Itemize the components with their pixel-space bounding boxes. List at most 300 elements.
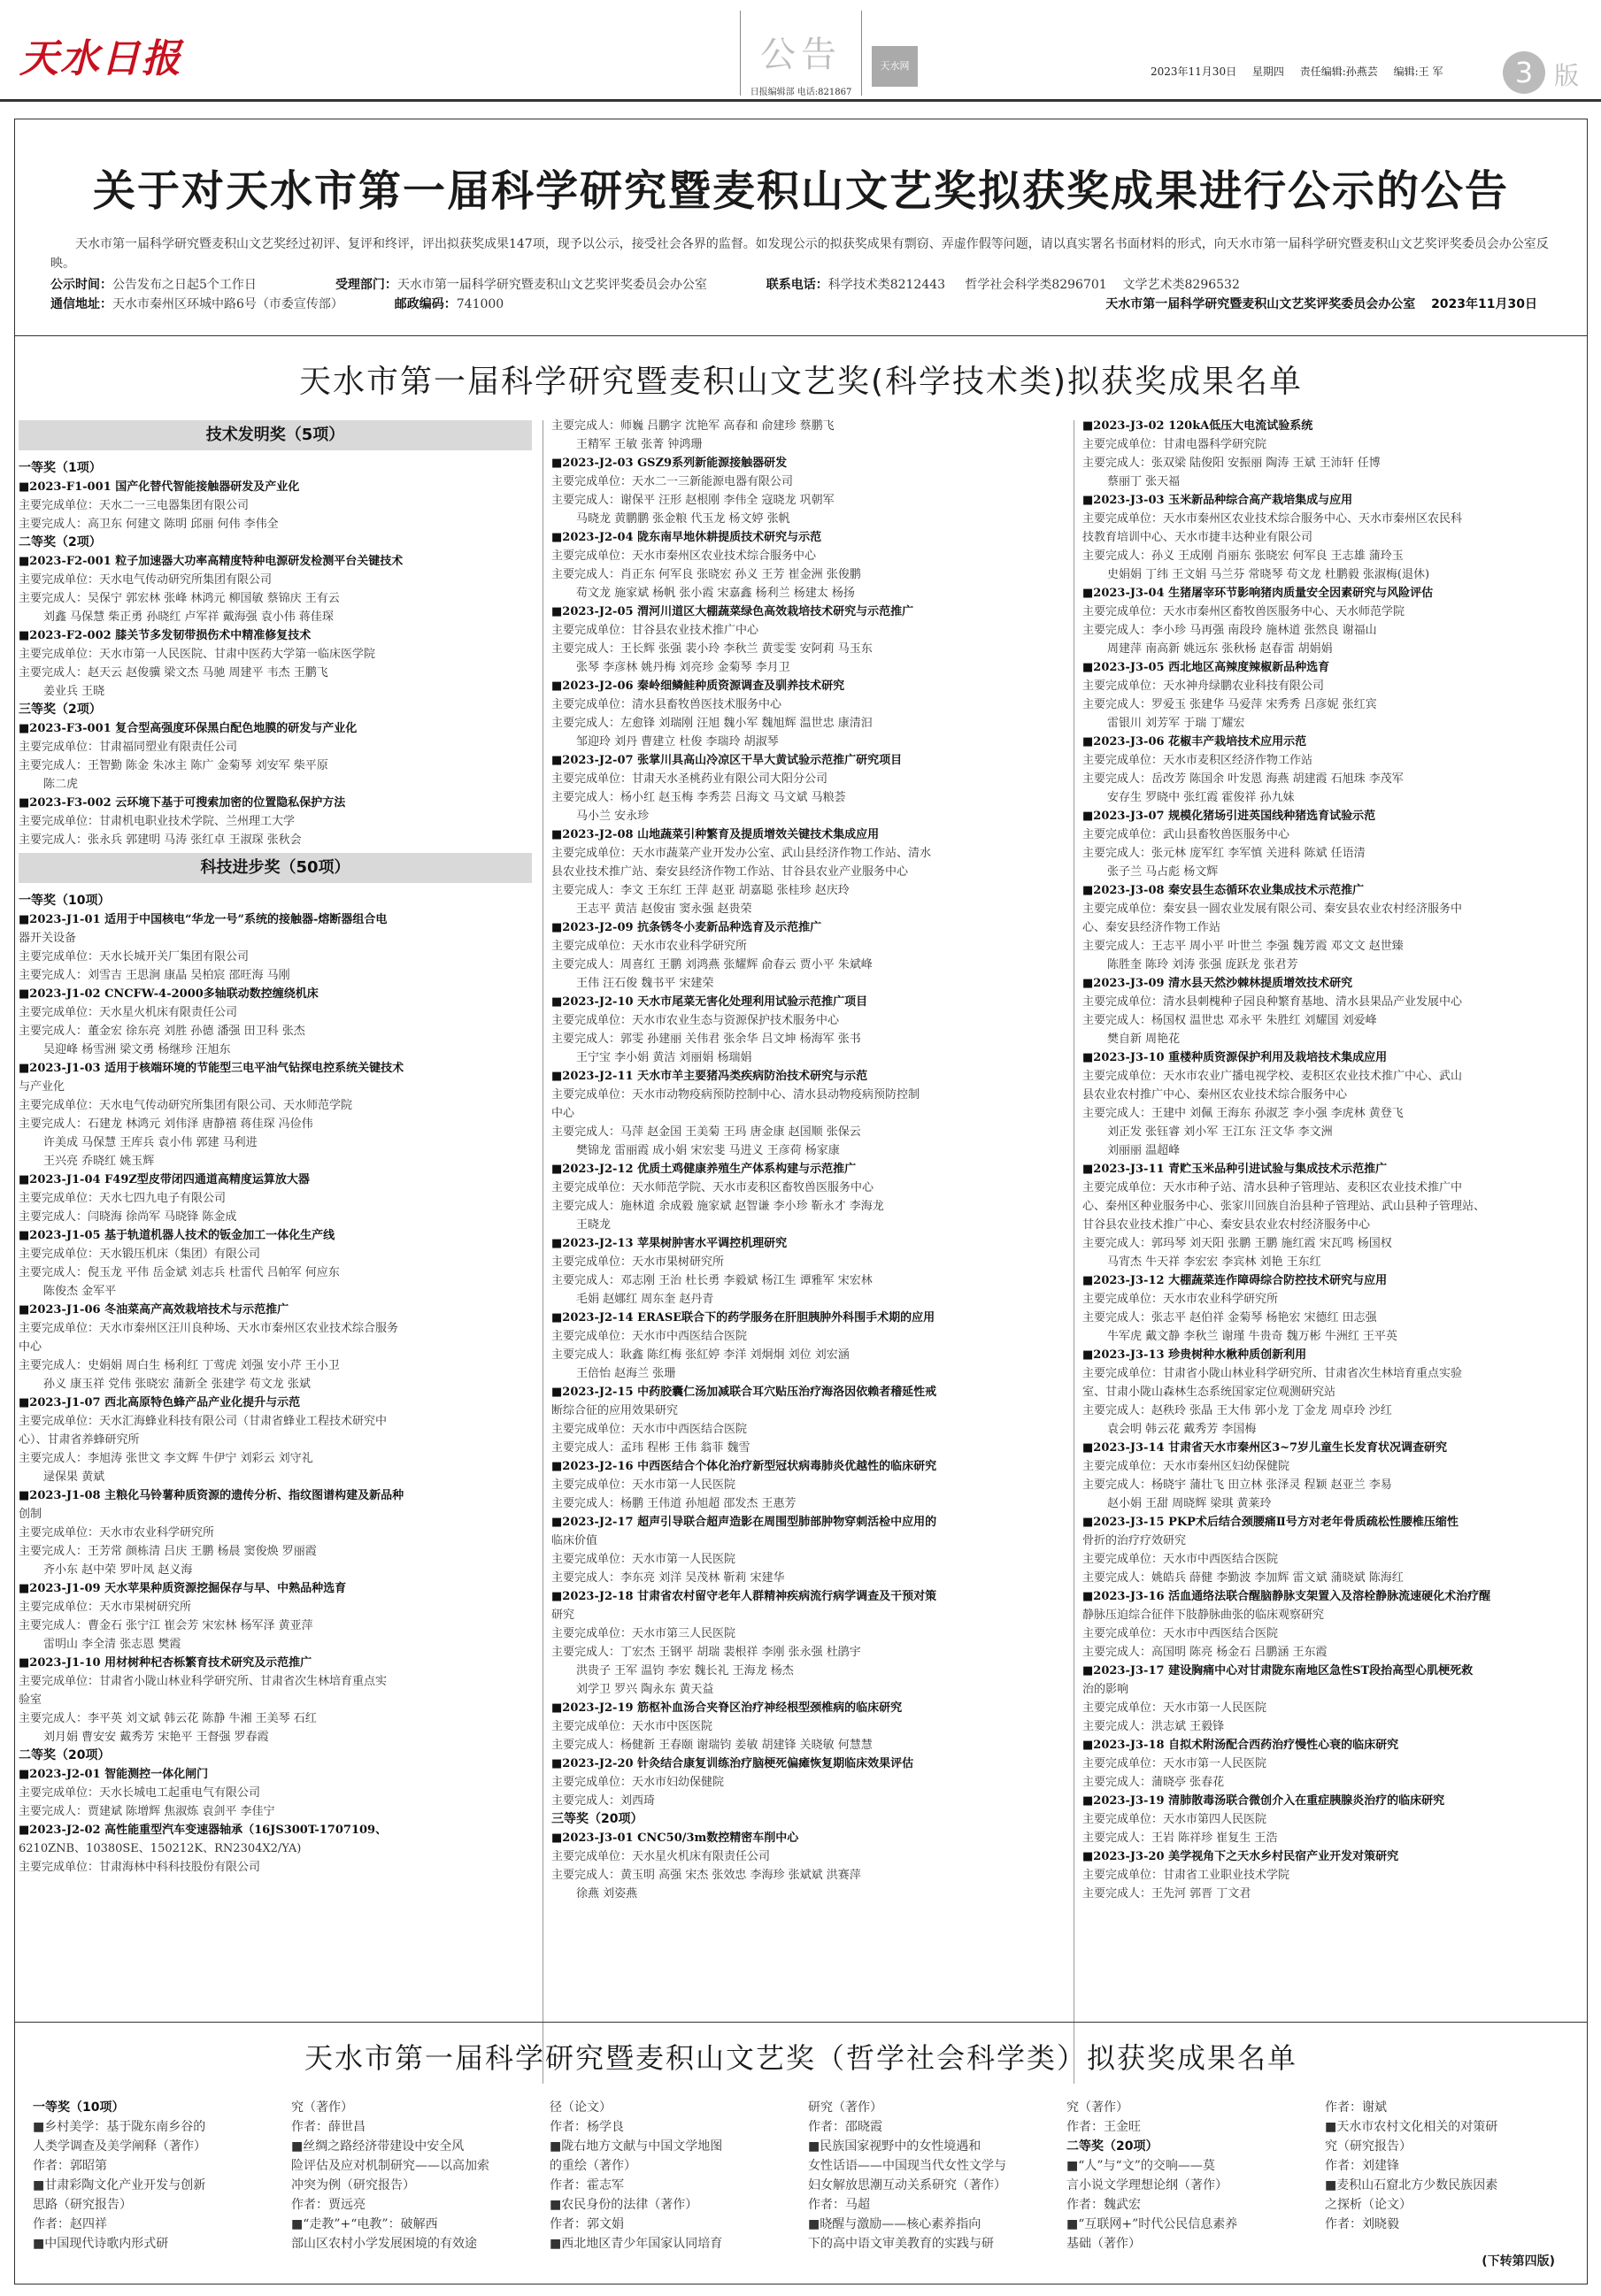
list-line: 女性话语——中国现当代女性文学与: [808, 2159, 1006, 2173]
list-line: 王志平 黄洁 赵俊宙 窦永强 赵贵荣: [576, 902, 752, 916]
item-title: 大棚蔬菜连作障碍综合防控技术研究与应用: [1164, 1274, 1388, 1287]
list-item: [19, 626, 532, 645]
list-item: [1082, 1587, 1578, 1606]
item-title: 清水县天然沙棘林提质增效技术研究: [1164, 977, 1353, 990]
list-line: 王宁宝 李小娟 黄洁 刘丽娟 杨瑞娟: [576, 1051, 752, 1064]
item-code: ■2023-J2-20: [551, 1757, 634, 1770]
item-title: 秦岭细鳞鲑种质资源调查及驯养技术研究: [633, 680, 845, 693]
list-line: 毛娟 赵娜红 周东奎 赵丹青: [576, 1293, 714, 1306]
list-line: 雷银川 刘芳军 于瑞 丁耀宏: [1107, 717, 1245, 730]
phil-column: [291, 2098, 530, 2254]
list-line: 主要完成单位：天水汇海蜂业科技有限公司（甘肃省蜂业工程技术研究中: [19, 1415, 388, 1428]
item-title: 中西医结合个体化治疗新型冠状病毒肺炎优越性的临床研究: [633, 1460, 937, 1473]
item-title: 云环境下基于可搜索加密的位置隐私保护方法: [111, 796, 346, 810]
list-line: 主要完成人：董金宏 徐东亮 刘胜 孙德 潘强 田卫科 张杰: [19, 1025, 305, 1038]
list-line: 主要完成单位：天水市秦州区农业技术综合服务中心、天水市秦州区农民科: [1082, 512, 1463, 526]
item-code: ■2023-J2-05: [551, 605, 634, 618]
list-line: 器开关设备: [19, 932, 77, 945]
notice-signature: [1105, 295, 1537, 314]
list-line: ■晓醒与激励——核心素养指向: [808, 2217, 981, 2231]
item-code: ■2023-J3-04: [1082, 587, 1165, 600]
item-code: ■2023-J1-04: [19, 1173, 101, 1186]
list-line: 静脉压迫综合征伴下肢静脉曲张的临床观察研究: [1082, 1609, 1325, 1622]
list-line: 主要完成单位：天水市第一人民医院: [1082, 1701, 1267, 1715]
list-line: 孙义 康玉祥 党伟 张晓宏 蒲新全 张建学 苟文龙 张斌: [43, 1378, 311, 1391]
phone-label: 联系电话：: [766, 278, 828, 292]
item-title: 活血通络法联合醒脑静脉支架置入及溶栓静脉流速硬化术治疗醒: [1164, 1590, 1491, 1603]
list-line: 甘谷县农业技术推广中心、秦安县农业农村经济服务中心: [1082, 1218, 1371, 1232]
list-line: 主要完成单位：天水市农业生态与资源保护技术服务中心: [551, 1014, 840, 1027]
website-stamp-icon: 天水网: [872, 46, 918, 87]
award-grade: 一等奖（10项）: [33, 2100, 125, 2115]
list-item: [1082, 1662, 1578, 1680]
list-item: [19, 1059, 532, 1078]
list-line: 主要完成人：赵天云 赵俊骥 梁文杰 马驰 周建平 韦杰 王鹏飞: [19, 666, 328, 680]
newspaper-logo: 天水日报: [19, 36, 182, 81]
list-line: 作者：杨学良: [550, 2120, 624, 2134]
item-title: 国产化替代智能接触器研发及产业化: [111, 480, 300, 494]
list-item: [551, 454, 1065, 472]
item-code: ■2023-J2-08: [551, 828, 634, 841]
list-item: [1082, 807, 1578, 825]
list-item: [551, 751, 1065, 770]
responsible-editor: 责任编辑:孙燕芸: [1299, 65, 1378, 78]
award-grade: 二等奖（2项）: [19, 535, 102, 549]
list-line: 主要完成单位：天水市中西医结合医院: [1082, 1627, 1279, 1640]
list-line: 心、秦州区种业服务中心、张家川回族自治县种子管理站、武山县种子管理站、: [1082, 1200, 1486, 1213]
section-title: 公告: [760, 35, 842, 75]
item-title: 基于轨道机器人技术的钣金加工一体化生产线: [100, 1229, 335, 1242]
list-line: 作者：郭文娟: [550, 2217, 624, 2231]
list-item: [19, 1301, 532, 1319]
list-line: 主要完成人：周喜红 王鹏 刘鸿燕 张耀辉 俞春云 贾小平 朱斌峰: [551, 958, 873, 971]
list-line: 作者：刘建锋: [1325, 2159, 1399, 2173]
list-line: 陈胜奎 陈玲 刘涛 张强 庞跃龙 张君芳: [1107, 958, 1298, 971]
list-line: 周建萍 南高新 姚远东 张秋杨 赵春雷 胡娟娟: [1107, 642, 1333, 656]
list-line: 主要完成单位：天水市第一人民医院: [551, 1478, 736, 1492]
award-grade: 三等奖（2项）: [19, 703, 102, 717]
list-line: 骨折的治疗疗效研究: [1082, 1534, 1187, 1547]
award-grade: 一等奖（1项）: [19, 461, 102, 475]
list-item: [19, 794, 532, 812]
item-code: ■2023-J3-11: [1082, 1163, 1165, 1176]
list-line: 马宵杰 牛天祥 李宏宏 李宾林 刘艳 王东红: [1107, 1256, 1321, 1269]
list-item: [1082, 881, 1578, 900]
addr-label: 通信地址：: [50, 297, 112, 311]
list-line: 主要完成人：郭雯 孙建丽 关伟君 张余华 吕文坤 杨海军 张书: [551, 1033, 861, 1046]
issue-weekday: 星期四: [1251, 65, 1284, 78]
item-code: ■2023-J1-06: [19, 1303, 101, 1317]
item-code: ■2023-J3-13: [1082, 1348, 1165, 1362]
list-line: 主要完成人：岳改芳 陈国余 叶发恩 海燕 胡建霞 石旭珠 李茂军: [1082, 772, 1404, 786]
list-line: 主要完成人：郭玛琴 刘天阳 张鹏 王鹏 施红霞 宋瓦鸣 杨国权: [1082, 1237, 1392, 1250]
list-line: 袁会明 韩云花 戴秀芳 李国梅: [1107, 1423, 1257, 1436]
list-line: 主要完成单位：天水市中西医结合医院: [551, 1330, 748, 1343]
list-line: 主要完成单位：天水师范学院、天水市麦积区畜牧兽医服务中心: [551, 1181, 874, 1194]
list-line: ■“人”与“文”的交响——莫: [1066, 2159, 1215, 2173]
list-line: 作者：魏武宏: [1066, 2198, 1141, 2212]
phil-list-title: 天水市第一届科学研究暨麦积山文艺奖（哲学社会科学类）拟获奖成果名单: [304, 2041, 1297, 2075]
list-item: [19, 1579, 532, 1598]
list-line: 徐燕 刘姿燕: [576, 1887, 638, 1901]
list-item: [19, 1654, 532, 1672]
section-divider: [15, 2022, 1587, 2023]
list-line: 主要完成人：姚皓兵 薛健 李勤波 李加辉 雷文斌 蒲晓斌 陈海红: [1082, 1571, 1404, 1585]
item-code: ■2023-F3-001: [19, 722, 112, 735]
list-line: 主要完成人：王先河 郭晋 丁文君: [1082, 1887, 1251, 1901]
item-code: ■2023-J1-09: [19, 1582, 101, 1595]
item-title: 规模化猪场引进英国线种猪选育试验示范: [1164, 810, 1376, 823]
list-line: 主要完成人：施林道 余成毅 施家斌 赵智谦 李小珍 靳永才 李海龙: [551, 1200, 884, 1213]
page-label: 版: [1554, 61, 1580, 90]
list-line: 主要完成单位：天水长城电工起重电气有限公司: [19, 1786, 261, 1800]
item-title: 120kA低压大电流试验系统: [1164, 419, 1313, 433]
list-line: 下的高中语文审美教育的实践与研: [808, 2237, 994, 2251]
list-line: 史娟娟 丁纬 王文娟 马兰芬 常晓琴 苟文龙 杜鹏毅 张淑梅(退休): [1107, 568, 1430, 581]
list-line: 主要完成单位：天水市秦州区汪川良种场、天水市秦州区农业技术综合服务: [19, 1322, 399, 1335]
list-line: 心、秦安县经济作物工作站: [1082, 921, 1221, 934]
list-item: [551, 1067, 1065, 1086]
item-title: 珍贵树种水楸种质创新利用: [1164, 1348, 1307, 1362]
list-line: 治的影响: [1082, 1683, 1129, 1696]
list-line: 的重绘（著作）: [550, 2159, 636, 2173]
item-title: 适用于核端环境的节能型三电平油气钻探电控系统关键技术: [100, 1062, 404, 1075]
list-line: 主要完成人：王志平 周小平 叶世兰 李强 魏芳霞 邓文文 赵世臻: [1082, 940, 1404, 953]
list-line: 主要完成人：蒲晓亭 张春花: [1082, 1776, 1225, 1789]
item-code: ■2023-J1-05: [19, 1229, 101, 1242]
list-line: 作者：邵晓霞: [808, 2120, 882, 2134]
list-item: [19, 910, 532, 929]
editor-department: 日报编辑部 电话:821867: [750, 88, 852, 97]
item-title: 用材树种杞杏栎繁育技术研究及示范推广: [100, 1656, 312, 1670]
list-line: 主要完成单位：天水市农业广播电视学校、麦积区农业技术推广中心、武山: [1082, 1070, 1463, 1083]
list-line: 樊锦龙 雷丽霞 成小娟 宋宏斐 马进义 王彦荷 杨家康: [576, 1144, 840, 1157]
list-line: 主要完成人：王建中 刘佩 王海东 孙淑芝 李小强 李虎林 黄登飞: [1082, 1107, 1404, 1120]
item-title: 自拟术附汤配合西药治疗慢性心衰的临床研究: [1164, 1739, 1399, 1752]
section-divider: [15, 335, 1587, 336]
list-line: 主要完成单位：天水市农业科学研究所: [19, 1526, 215, 1540]
item-code: ■2023-J2-11: [551, 1070, 634, 1083]
phil-column: [33, 2098, 272, 2254]
list-line: 主要完成人：丁宏杰 王钢平 胡瑞 裴根祥 李刚 张永强 杜鹃宇: [551, 1646, 861, 1659]
award-grade: 一等奖（10项）: [19, 894, 111, 908]
item-code: ■2023-J2-15: [551, 1386, 634, 1399]
masthead: [0, 0, 1601, 104]
list-line: 主要完成单位：甘肃机电职业技术学院、兰州理工大学: [19, 815, 296, 828]
list-line: 主要完成单位：清水县畜牧兽医技术服务中心: [551, 698, 782, 711]
list-item: [551, 1587, 1065, 1606]
list-line: 作者：薛世昌: [291, 2120, 366, 2134]
list-line: 主要完成单位：天水电气传动研究所集团有限公司: [19, 573, 273, 587]
award-grade: 二等奖（20项）: [1066, 2139, 1158, 2154]
item-title: 抗条锈冬小麦新品种选育及示范推广: [633, 921, 822, 934]
item-title: 青贮玉米品种引进试验与集成技术示范推广: [1164, 1163, 1388, 1176]
list-line: 主要完成人：杨鹏 王伟道 孙旭超 邵发杰 王惠芳: [551, 1497, 797, 1510]
list-line: 主要完成人：闫晓海 徐尚军 马晓锋 陈金成: [19, 1210, 237, 1224]
item-title: GSZ9系列新能源接触器研发: [633, 457, 788, 470]
list-line: 险评估及应对机制研究——以高加索: [291, 2159, 489, 2173]
list-line: 主要完成人：李小珍 马再强 南段玲 施林道 张然良 谢福山: [1082, 624, 1377, 637]
list-line: 刘鑫 马保慧 柴正勇 孙晓红 卢军祥 戴海强 袁小伟 蒋佳琛: [43, 610, 334, 624]
list-line: ■中国现代诗歌内形式研: [33, 2237, 169, 2251]
phil-column: [1325, 2098, 1564, 2234]
list-line: 洪贵子 王军 温钧 李宏 魏长礼 王海龙 杨杰: [576, 1664, 794, 1678]
phil-column: [808, 2098, 1047, 2254]
list-item: [19, 1171, 532, 1189]
list-line: 吴迎峰 杨雪洲 梁文勇 杨继珍 汪旭东: [43, 1043, 231, 1056]
item-title: 冬油菜高产高效栽培技术与示范推广: [100, 1303, 289, 1317]
item-code: ■2023-J3-10: [1082, 1051, 1165, 1064]
item-title: 超声引导联合超声造影在周围型肺部肿物穿刺活检中应用的: [633, 1516, 937, 1529]
item-code: ■2023-J3-08: [1082, 884, 1165, 897]
notice-period: 公告发布之日起5个工作日: [112, 278, 257, 292]
list-item: [19, 478, 532, 496]
list-item: [1082, 491, 1578, 510]
list-line: 断综合征的应用效果研究: [551, 1404, 679, 1417]
list-line: 室、甘肃小陇山森林生态系统国家定位观测研究站: [1082, 1386, 1336, 1399]
item-code: ■2023-J3-07: [1082, 810, 1165, 823]
list-line: 主要完成人：王岩 陈祥珍 崔复生 王浩: [1082, 1831, 1278, 1845]
list-line: 究（研究报告）: [1325, 2139, 1412, 2154]
list-line: 主要完成人：杨小红 赵玉梅 李秀芸 吕海文 马文斌 马粮荟: [551, 791, 846, 804]
list-item: [551, 1699, 1065, 1717]
list-line: 主要完成单位：天水市中西医结合医院: [1082, 1553, 1279, 1566]
list-line: 中心: [19, 1340, 42, 1354]
list-line: 6210ZNB、10380SE、150212K、RN2304X2/YA): [19, 1842, 302, 1855]
list-item: [19, 1226, 532, 1245]
list-line: 苟文龙 施家斌 杨帆 张小霞 宋嘉鑫 杨利兰 杨建太 杨扬: [576, 587, 855, 600]
list-line: 主要完成人：高国明 陈亮 杨金石 吕鹏涵 王东霞: [1082, 1646, 1328, 1659]
list-line: ■丝绸之路经济带建设中安全风: [291, 2139, 465, 2154]
list-line: 径（论文）: [550, 2100, 612, 2115]
item-code: ■2023-J3-15: [1082, 1516, 1165, 1529]
editor: 编辑:王 军: [1393, 65, 1443, 78]
masthead-rule: [0, 99, 1601, 102]
notice-zip: 741000: [456, 297, 504, 311]
item-code: ■2023-J3-16: [1082, 1590, 1165, 1603]
list-line: 主要完成人：高卫东 何建文 陈明 邱丽 何伟 李伟全: [19, 518, 279, 531]
item-code: ■2023-F3-002: [19, 796, 112, 810]
item-code: ■2023-J2-13: [551, 1237, 634, 1250]
item-code: ■2023-J3-09: [1082, 977, 1165, 990]
item-title: 膝关节多发韧带损伤术中精准修复技术: [111, 629, 312, 642]
list-line: ■陇右地方文献与中国文学地图: [550, 2139, 723, 2154]
list-item: [551, 1457, 1065, 1476]
notice-address: 天水市秦州区环城中路6号（市委宣传部）: [112, 297, 343, 311]
list-item: [551, 677, 1065, 695]
list-line: 验室: [19, 1693, 42, 1707]
list-line: 技教育培训中心、天水市捷丰达种业有限公司: [1082, 531, 1313, 544]
list-line: 主要完成人：张元林 庞军红 李军慎 关进科 陈斌 任语清: [1082, 847, 1366, 860]
item-code: ■2023-J2-06: [551, 680, 634, 693]
list-line: 主要完成单位：天水二一三新能源电器有限公司: [551, 475, 794, 488]
list-line: 主要完成单位：天水星火机床有限责任公司: [551, 1850, 771, 1863]
list-line: 马晓龙 黄鹏鹏 张金粮 代玉龙 杨文婷 张帆: [576, 512, 790, 526]
zip-label: 邮政编码：: [394, 297, 457, 311]
list-line: 主要完成单位：天水市第四人民医院: [1082, 1813, 1267, 1826]
item-title: 甘肃省农村留守老年人群精神疾病流行病学调查及干预对策: [633, 1590, 937, 1603]
list-line: 主要完成单位：甘肃省小陇山林业科学研究所、甘肃省次生林培育重点实验: [1082, 1367, 1463, 1380]
item-code: ■2023-J2-14: [551, 1311, 634, 1325]
list-item: [19, 1486, 532, 1505]
list-line: ■麦积山石窟北方少数民族因素: [1325, 2178, 1498, 2192]
item-code: ■2023-J2-19: [551, 1701, 634, 1715]
section-header: 技术发明奖（5项）: [19, 420, 532, 450]
list-item: [1082, 584, 1578, 603]
list-item: [1082, 1048, 1578, 1067]
item-code: ■2023-J2-07: [551, 754, 634, 767]
list-item: [551, 1829, 1065, 1847]
list-line: 主要完成人：王长辉 张强 裴小玲 李秋兰 黄雯雯 安阿莉 马玉东: [551, 642, 873, 656]
list-line: 主要完成单位：天水市农业科学研究所: [551, 940, 748, 953]
list-line: 张琴 李彦林 姚丹梅 刘亮珍 金菊琴 李月卫: [576, 661, 790, 674]
list-line: 主要完成单位：天水市中医医院: [551, 1720, 713, 1733]
list-line: 作者：谢斌: [1325, 2100, 1387, 2115]
list-line: 中心: [551, 1107, 575, 1120]
list-item: [19, 1765, 532, 1784]
list-item: [551, 825, 1065, 844]
list-line: 主要完成人：师巍 吕鹏字 沈艳军 高春和 俞建珍 蔡鹏飞: [551, 419, 835, 433]
item-code: ■2023-J2-12: [551, 1163, 634, 1176]
list-line: 主要完成人：李平英 刘文斌 韩云花 陈静 牛湘 王美琴 石红: [19, 1712, 317, 1725]
list-line: 牛军虎 戴文静 李秋兰 谢瑾 牛贵奇 魏万彬 牛洲红 王平英: [1107, 1330, 1397, 1343]
list-line: ■天水市农村文化相关的对策研: [1325, 2120, 1498, 2134]
list-item: [19, 552, 532, 571]
list-line: 王晓龙: [576, 1218, 612, 1232]
list-line: 主要完成人：黄玉明 高强 宋杰 张效忠 李海珍 张斌斌 洪赛萍: [551, 1869, 861, 1882]
list-line: 主要完成人：罗爱玉 张建华 马爱萍 宋秀秀 吕彦妮 张红宾: [1082, 698, 1377, 711]
list-line: 主要完成人：邓志刚 王治 杜长勇 李毅斌 杨江生 谭雅军 宋宏林: [551, 1274, 873, 1287]
list-item: [1082, 1513, 1578, 1532]
list-line: 作者：郭昭第: [33, 2159, 107, 2173]
list-line: 主要完成人：孟玮 程彬 王伟 翁菲 魏雪: [551, 1441, 750, 1455]
item-title: 秦安县生态循环农业集成技术示范推广: [1164, 884, 1365, 897]
list-item: [551, 1160, 1065, 1179]
list-line: 主要完成单位：天水长城开关厂集团有限公司: [19, 950, 250, 964]
list-line: ■农民身份的法律（著作）: [550, 2198, 698, 2212]
issue-info: [1151, 64, 1456, 79]
list-line: 主要完成人：张双梁 陆俊阳 安振丽 陶涛 王斌 王沛轩 任博: [1082, 457, 1381, 470]
list-item: [551, 918, 1065, 937]
list-line: 主要完成人：王芳常 颜栋清 吕庆 王鹏 杨晨 窦俊焕 罗丽霞: [19, 1545, 317, 1558]
item-code: ■2023-J3-18: [1082, 1739, 1165, 1752]
item-title: 针灸结合康复训练治疗脑梗死偏瘫恢复期临床效果评估: [633, 1757, 914, 1770]
list-line: 马小兰 安永珍: [576, 810, 650, 823]
list-line: 究（著作）: [1066, 2100, 1128, 2115]
notice-title: 关于对天水市第一届科学研究暨麦积山文艺奖拟获奖成果进行公示的公告: [92, 166, 1509, 216]
list-line: 主要完成单位：天水市麦积区经济作物工作站: [1082, 754, 1313, 767]
list-line: 主要完成人：曹金石 张宁江 崔会芳 宋宏林 杨军泽 黄亚萍: [19, 1619, 313, 1632]
item-title: 苹果树肿害水平调控机理研究: [633, 1237, 788, 1250]
list-line: 主要完成人：倪玉龙 平伟 岳金斌 刘志兵 杜雷代 吕帕军 何应东: [19, 1266, 340, 1279]
list-line: 主要完成人：王智勤 陈金 朱冰主 陈广 金菊琴 刘安军 柴平原: [19, 759, 328, 772]
list-line: 主要完成单位：天水市秦州区农业技术综合服务中心: [551, 549, 817, 563]
list-line: 心）、甘肃省养蜂研究所: [19, 1433, 140, 1447]
list-line: 王兴亮 乔晓红 姚玉辉: [43, 1155, 155, 1168]
list-line: 刘学卫 罗兴 陶永东 黄天益: [576, 1683, 714, 1696]
list-line: 基础（著作）: [1066, 2237, 1141, 2251]
list-line: 王伟 汪石俊 魏书平 宋建荣: [576, 977, 714, 990]
list-line: 主要完成单位：天水电气传动研究所集团有限公司、天水师范学院: [19, 1099, 353, 1112]
list-item: [1082, 1736, 1578, 1755]
list-line: 逯保果 黄斌: [43, 1471, 105, 1484]
list-item: [1082, 658, 1578, 677]
item-code: ■2023-J1-02: [19, 987, 101, 1001]
item-title: 适用于中国核电“华龙一号”系统的接触器-熔断器组合电: [100, 913, 388, 926]
list-line: 陈俊杰 金军平: [43, 1285, 117, 1298]
item-code: ■2023-J2-01: [19, 1768, 101, 1781]
issue-date: 2023年11月30日: [1151, 65, 1237, 78]
list-column-3: [1082, 417, 1578, 1903]
list-item: [551, 1513, 1065, 1532]
item-code: ■2023-J1-01: [19, 913, 101, 926]
list-line: 主要完成人：张永兵 郭建明 马涛 张红卓 王淑琛 张秋会: [19, 833, 302, 847]
list-line: 主要完成单位：天水市第三人民医院: [551, 1627, 736, 1640]
list-line: 主要完成单位：天水神舟绿鹏农业科技有限公司: [1082, 680, 1325, 693]
item-code: ■2023-J2-17: [551, 1516, 634, 1529]
list-line: 主要完成人：刘西琦: [551, 1794, 656, 1808]
phone-art: 文学艺术类8296532: [1122, 278, 1240, 292]
list-line: 刘丽丽 温超峰: [1107, 1144, 1181, 1157]
list-line: 主要完成单位：武山县畜牧兽医服务中心: [1082, 828, 1290, 841]
item-title: 中药胶囊仁汤加减联合耳穴贴压治疗海洛因依赖者稽延性戒: [633, 1386, 937, 1399]
list-line: 安存生 罗晓中 张红霞 霍俊祥 孙九妹: [1107, 791, 1295, 804]
list-line: 临床价值: [551, 1534, 598, 1547]
list-line: 主要完成人：赵秩玲 张晶 王大伟 郭小龙 丁金龙 周卓玲 沙红: [1082, 1404, 1392, 1417]
list-line: 樊自新 周艳花: [1107, 1033, 1181, 1046]
list-line: 陈二虎: [43, 778, 79, 791]
item-title: 张掌川具高山冷凉区干旱大黄试验示范推广研究项目: [633, 754, 903, 767]
list-line: 主要完成人：孙义 王成刚 肖丽东 张晓宏 何军良 王志雄 蒲玲玉: [1082, 549, 1404, 563]
item-code: ■2023-J2-09: [551, 921, 634, 934]
list-column-1: [19, 417, 532, 1877]
list-line: 主要完成单位：甘肃电器科学研究院: [1082, 438, 1267, 451]
item-code: ■2023-J2-04: [551, 531, 634, 544]
item-code: ■2023-J3-12: [1082, 1274, 1165, 1287]
item-title: 主粮化马铃薯种质资源的遗传分析、指纹图谱构建及新品种: [100, 1489, 404, 1502]
item-title: 粒子加速器大功率高精度特种电源研发检测平台关键技术: [111, 555, 404, 568]
award-grade: 二等奖（20项）: [19, 1748, 111, 1762]
list-item: [19, 1394, 532, 1412]
phone-phil: 哲学社会科学类8296701: [965, 278, 1107, 292]
dept-label: 受理部门：: [335, 278, 397, 292]
continued-note: (下转第四版): [1482, 2254, 1555, 2269]
list-line: 主要完成单位：天水二一三电器集团有限公司: [19, 499, 250, 512]
item-title: 甘肃省天水市秦州区3~7岁儿童生长发育状况调查研究: [1164, 1441, 1448, 1455]
list-line: 主要完成人：李文 王东红 王萍 赵亚 胡嘉聪 张桂珍 赵庆玲: [551, 884, 850, 897]
list-line: 主要完成人：杨健新 王春颐 谢瑞钧 姜敏 胡建锋 关晓敏 何慧慧: [551, 1739, 873, 1752]
list-line: 齐小东 赵中荣 罗叶凤 赵义海: [43, 1563, 193, 1577]
list-line: 主要完成人：肖正东 何军良 张晓宏 孙义 王芳 崔金洲 张俊鹏: [551, 568, 861, 581]
list-line: 主要完成人：石建龙 林鸿元 刘伟泽 唐静禧 蒋佳琛 冯俭伟: [19, 1117, 313, 1131]
list-line: 究（著作）: [291, 2100, 353, 2115]
list-line: 主要完成人：吴保宁 郭宏林 张峰 林鸿元 柳国敏 蔡锦庆 王有云: [19, 592, 340, 605]
list-line: 主要完成单位：天水市种子站、清水县种子管理站、麦积区农业技术推广中: [1082, 1181, 1463, 1194]
list-line: 思路（研究报告）: [33, 2198, 132, 2212]
list-item: [1082, 1271, 1578, 1290]
list-line: 主要完成单位：天水市蔬菜产业开发办公室、武山县经济作物工作站、清水: [551, 847, 932, 860]
notice-meta: [50, 275, 1573, 314]
list-line: 许美成 马保慧 王库兵 袁小伟 郭建 马利进: [43, 1136, 258, 1149]
list-line: 主要完成人：张志平 赵伯祥 金菊琴 杨艳宏 宋德红 田志强: [1082, 1311, 1377, 1325]
list-line: 主要完成单位：甘谷县农业技术推广中心: [551, 624, 759, 637]
list-line: 人类学调查及美学阐释（著作）: [33, 2139, 206, 2154]
list-line: 姜业兵 王晓: [43, 685, 105, 698]
list-item: [551, 1755, 1065, 1773]
item-code: ■2023-F2-002: [19, 629, 112, 642]
list-line: ■“互联网+”时代公民信息素养: [1066, 2217, 1238, 2231]
list-line: 邹迎玲 刘丹 曹建立 杜俊 李瑞玲 胡淑琴: [576, 735, 779, 749]
